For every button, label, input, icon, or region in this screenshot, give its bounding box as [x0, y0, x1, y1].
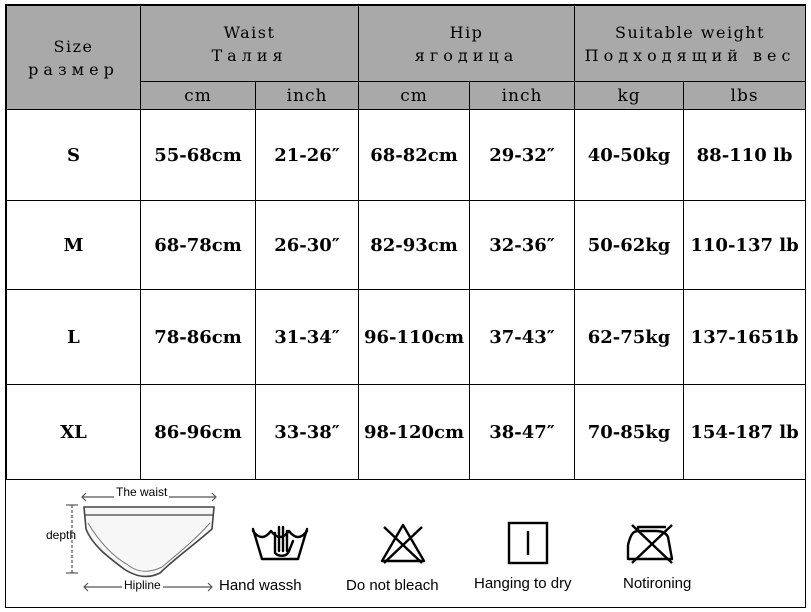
size-chart	[5, 4, 806, 608]
size-header-ru: размер	[28, 59, 119, 79]
unit-weight-kg: kg	[575, 82, 684, 110]
weight-header-en: Suitable weight	[615, 22, 766, 42]
no-iron-label: Notironing	[623, 575, 692, 592]
care-section	[6, 481, 805, 607]
hip-header	[359, 6, 575, 82]
table-cell: 32-36″	[470, 201, 575, 290]
table-row	[7, 201, 806, 290]
hip-header-en: Hip	[449, 22, 484, 42]
table-cell: 26-30″	[256, 201, 359, 290]
table-cell: 62-75kg	[575, 290, 684, 385]
weight-header-ru: Подходящий вес	[584, 45, 796, 65]
table-cell: 154-187 lb	[684, 385, 806, 480]
table-cell: 88-110 lb	[684, 110, 806, 201]
table-cell: 55-68cm	[141, 110, 256, 201]
unit-hip-cm: cm	[359, 82, 470, 110]
unit-waist-cm: cm	[141, 82, 256, 110]
table-cell: 40-50kg	[575, 110, 684, 201]
weight-header	[575, 6, 806, 82]
hand-wash-label: Hand wassh	[219, 577, 302, 594]
size-label: L	[7, 290, 141, 385]
table-cell: 37-43″	[470, 290, 575, 385]
hang-dry-label: Hanging to dry	[474, 575, 572, 592]
table-cell: 33-38″	[256, 385, 359, 480]
size-header-en: Size	[53, 36, 94, 56]
no-iron-icon	[622, 521, 678, 565]
table-cell: 68-82cm	[359, 110, 470, 201]
diagram-hip-label: Hipline	[124, 578, 161, 592]
table-cell: 78-86cm	[141, 290, 256, 385]
waist-header	[141, 6, 359, 82]
table-cell: 68-78cm	[141, 201, 256, 290]
size-label: XL	[7, 385, 141, 480]
size-label: S	[7, 110, 141, 201]
no-bleach-icon	[378, 521, 428, 565]
table-cell: 110-137 lb	[684, 201, 806, 290]
diagram-waist-label: The waist	[116, 485, 168, 499]
table-cell: 70-85kg	[575, 385, 684, 480]
diagram-depth-label: depth	[46, 528, 77, 542]
table-cell: 86-96cm	[141, 385, 256, 480]
size-header	[7, 6, 141, 110]
hang-dry-icon	[505, 519, 551, 567]
table-cell: 50-62kg	[575, 201, 684, 290]
waist-header-ru: Талия	[211, 45, 288, 65]
table-row	[7, 385, 806, 480]
table-row	[7, 290, 806, 385]
waist-header-en: Waist	[223, 22, 276, 42]
table-cell: 96-110cm	[359, 290, 470, 385]
table-row	[7, 110, 806, 201]
size-label: M	[7, 201, 141, 290]
table-cell: 31-34″	[256, 290, 359, 385]
table-cell: 21-26″	[256, 110, 359, 201]
unit-hip-inch: inch	[470, 82, 575, 110]
table-cell: 137-1651b	[684, 290, 806, 385]
unit-weight-lbs: lbs	[684, 82, 806, 110]
table-cell: 29-32″	[470, 110, 575, 201]
unit-waist-inch: inch	[256, 82, 359, 110]
no-bleach-label: Do not bleach	[346, 577, 439, 594]
table-cell: 98-120cm	[359, 385, 470, 480]
table-cell: 38-47″	[470, 385, 575, 480]
table-cell: 82-93cm	[359, 201, 470, 290]
hip-header-ru: ягодица	[414, 45, 519, 65]
size-table	[6, 5, 806, 480]
hand-wash-icon	[249, 519, 311, 567]
